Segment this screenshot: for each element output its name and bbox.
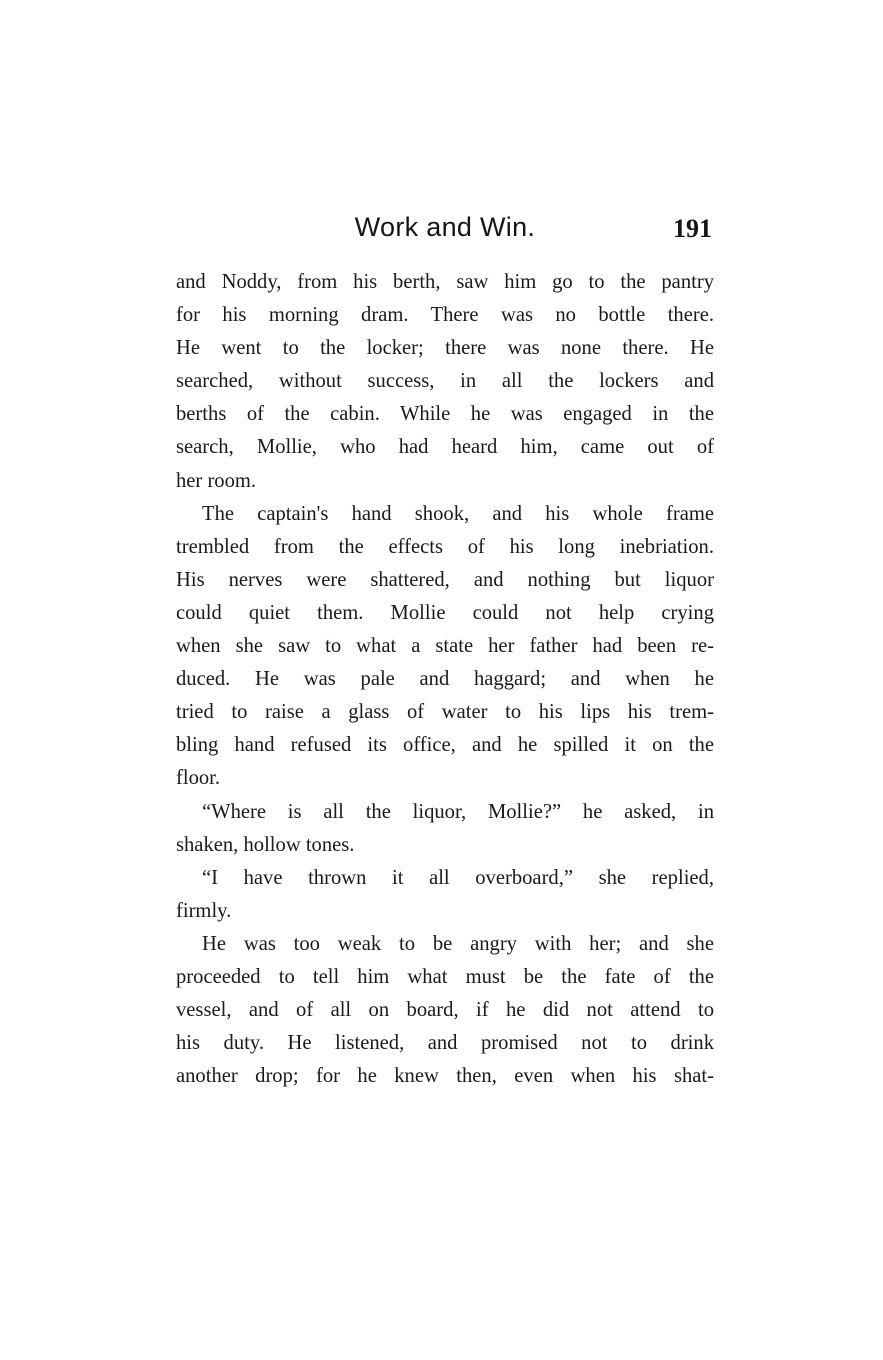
text-line: another drop; for he knew then, even when his shat- (176, 1065, 714, 1088)
text-line: shaken, hollow tones. (176, 833, 355, 856)
text-line: berths of the cabin. While he was engaged in the (176, 403, 714, 426)
body-text (176, 266, 714, 1093)
text-line: could quiet them. Mollie could not help crying (176, 601, 714, 624)
paragraph (176, 862, 714, 928)
text-line: He was too weak to be angry with her; and she (202, 932, 714, 955)
text-line: when she saw to what a state her father had been re- (176, 635, 714, 658)
text-line: her room. (176, 469, 257, 492)
text-line: for his morning dram. There was no bottle there. (176, 304, 714, 327)
paragraph (176, 266, 714, 498)
text-line: He went to the locker; there was none there. He (176, 337, 714, 360)
text-line: and Noddy, from his berth, saw him go to the pantry (176, 271, 714, 293)
text-line: vessel, and of all on board, if he did not attend to (176, 999, 714, 1022)
text-line: trembled from the effects of his long inebriation. (176, 535, 714, 558)
text-line: His nerves were shattered, and nothing but liquor (176, 568, 714, 591)
text-line: searched, without success, in all the lockers and (176, 370, 714, 393)
paragraph (176, 928, 714, 1093)
text-line: proceeded to tell him what must be the fate of the (176, 965, 714, 988)
text-line: floor. (176, 767, 221, 790)
running-title: Work and Win. (354, 212, 536, 242)
text-line: The captain's hand shook, and his whole frame (202, 502, 714, 525)
paragraph (176, 796, 714, 862)
text-line: tried to raise a glass of water to his lips his trem- (176, 701, 714, 724)
page-header (176, 212, 714, 252)
text-line: bling hand refused its office, and he spilled it on the (176, 734, 714, 757)
page-number: 191 (673, 214, 712, 243)
text-line: “I have thrown it all overboard,” she replied, (202, 866, 714, 889)
text-line: search, Mollie, who had heard him, came out of (176, 436, 714, 459)
text-line: firmly. (176, 899, 232, 922)
text-line: his duty. He listened, and promised not to drink (176, 1032, 714, 1055)
text-line: duced. He was pale and haggard; and when he (176, 668, 714, 691)
paragraph (176, 498, 714, 796)
text-line: “Where is all the liquor, Mollie?” he asked, in (202, 800, 714, 823)
